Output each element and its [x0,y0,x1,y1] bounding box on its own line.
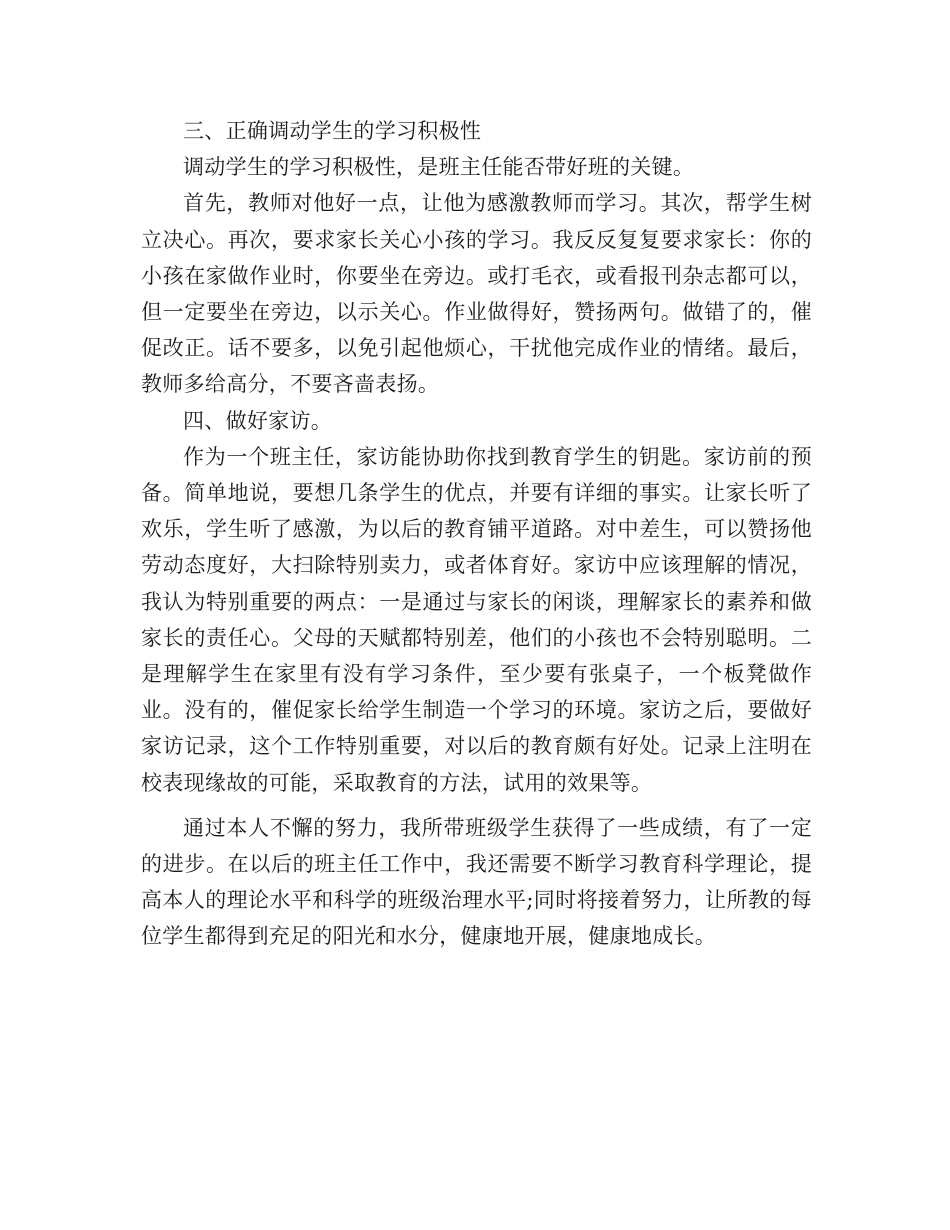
paragraph-gap [141,801,812,810]
conclusion-paragraph: 通过本人不懈的努力，我所带班级学生获得了一些成绩，有了一定的进步。在以后的班主任工作中，我还需要不断学习教育科学理论，提高本人的理论水平和科学的班级治理水平;同时将接着努力，让所教的每位学生都得到充足的阳光和水分，健康地开展，健康地成长。 [141,815,812,949]
section-3-paragraph-1: 调动学生的学习积极性，是班主任能否带好班的关键。 [183,155,695,180]
section-4-paragraph-1: 作为一个班主任，家访能协助你找到教育学生的钥匙。家访前的预备。简单地说，要想几条学生的优点，并要有详细的事实。让家长听了欢乐，学生听了感激，为以后的教育铺平道路。对中差生，可以赞扬他劳动态度好，大扫除特别卖力，或者体育好。家访中应该理解的情况，我认为特别重要的两点：一是通过与家长的闲谈，理解家长的素养和做家长的责任心。父母的天赋都特别差，他们的小孩也不会特别聪明。二是理解学生在家里有没有学习条件，至少要有张桌子，一个板凳做作业。没有的，催促家长给学生制造一个学习的环境。家访之后，要做好家访记录，这个工作特别重要，对以后的教育颇有好处。记录上注明在校表现缘故的可能，采取教育的方法，试用的效果等。 [141,444,812,795]
section-4-heading: 四、做好家访。 [183,408,333,433]
section-3-paragraph-2: 首先，教师对他好一点，让他为感激教师而学习。其次，帮学生树立决心。再次，要求家长关心小孩的学习。我反反复复要求家长：你的小孩在家做作业时，你要坐在旁边。或打毛衣，或看报刊杂志都可以，但一定要坐在旁边，以示关心。作业做得好，赞扬两句。做错了的，催促改正。话不要多，以免引起他烦心，干扰他完成作业的情绪。最后，教师多给高分，不要吝啬表扬。 [141,191,812,397]
document-page [141,113,812,955]
section-3-heading: 三、正确调动学生的学习积极性 [183,119,482,143]
